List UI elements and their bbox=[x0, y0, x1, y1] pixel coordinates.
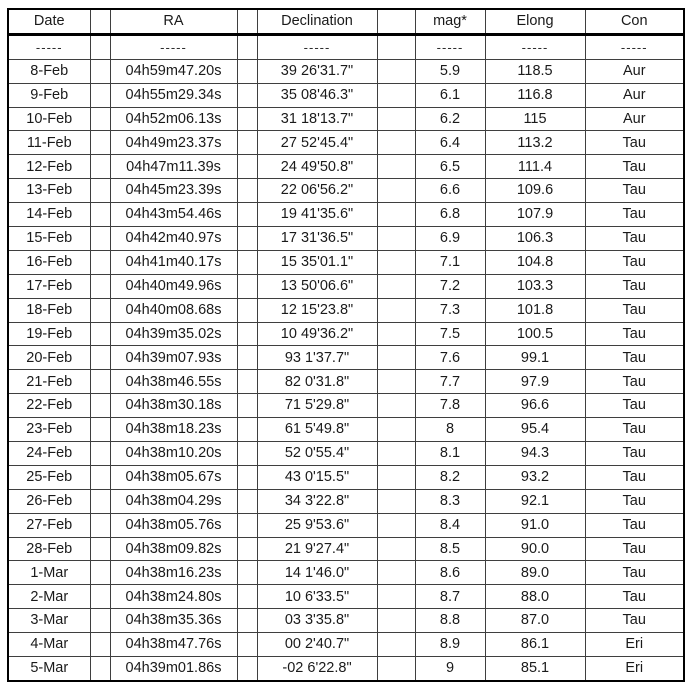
spacer-cell bbox=[237, 489, 257, 513]
column-header-ra: RA bbox=[110, 9, 237, 34]
cell-dec: 31 18'13.7" bbox=[257, 107, 377, 131]
table-row bbox=[8, 107, 684, 131]
cell-date: 5-Mar bbox=[8, 657, 90, 681]
cell-date: 26-Feb bbox=[8, 489, 90, 513]
cell-con: Aur bbox=[585, 83, 684, 107]
spacer-cell bbox=[90, 633, 110, 657]
cell-elong: 109.6 bbox=[485, 179, 585, 203]
cell-date: 28-Feb bbox=[8, 537, 90, 561]
cell-ra: 04h38m09.82s bbox=[110, 537, 237, 561]
cell-dec: 14 1'46.0" bbox=[257, 561, 377, 585]
spacer-cell bbox=[237, 322, 257, 346]
cell-date: 3-Mar bbox=[8, 609, 90, 633]
cell-con: Tau bbox=[585, 322, 684, 346]
spacer-cell bbox=[90, 59, 110, 83]
spacer-cell bbox=[377, 370, 415, 394]
table-row bbox=[8, 203, 684, 227]
spacer-cell bbox=[377, 537, 415, 561]
spacer-cell bbox=[377, 585, 415, 609]
spacer-cell bbox=[90, 274, 110, 298]
cell-ra: 04h47m11.39s bbox=[110, 155, 237, 179]
cell-date: 16-Feb bbox=[8, 250, 90, 274]
cell-dec: 17 31'36.5" bbox=[257, 227, 377, 251]
cell-dec: 24 49'50.8" bbox=[257, 155, 377, 179]
cell-elong: 115 bbox=[485, 107, 585, 131]
cell-dec: 03 3'35.8" bbox=[257, 609, 377, 633]
ephemeris-table bbox=[7, 8, 685, 682]
spacer-cell bbox=[377, 179, 415, 203]
spacer-cell bbox=[90, 203, 110, 227]
cell-date: 19-Feb bbox=[8, 322, 90, 346]
cell-con: Tau bbox=[585, 609, 684, 633]
spacer-cell bbox=[237, 107, 257, 131]
cell-date: 22-Feb bbox=[8, 394, 90, 418]
cell-dec: 82 0'31.8" bbox=[257, 370, 377, 394]
cell-con: Tau bbox=[585, 250, 684, 274]
separator-cell-con: ----- bbox=[585, 34, 684, 59]
cell-ra: 04h49m23.37s bbox=[110, 131, 237, 155]
cell-elong: 96.6 bbox=[485, 394, 585, 418]
cell-dec: 10 49'36.2" bbox=[257, 322, 377, 346]
cell-dec: 25 9'53.6" bbox=[257, 513, 377, 537]
cell-elong: 85.1 bbox=[485, 657, 585, 681]
separator-cell-elong: ----- bbox=[485, 34, 585, 59]
column-header-elong: Elong bbox=[485, 9, 585, 34]
spacer-cell bbox=[90, 394, 110, 418]
cell-ra: 04h59m47.20s bbox=[110, 59, 237, 83]
cell-con: Tau bbox=[585, 585, 684, 609]
cell-date: 13-Feb bbox=[8, 179, 90, 203]
table-row bbox=[8, 513, 684, 537]
cell-ra: 04h38m35.36s bbox=[110, 609, 237, 633]
spacer-cell bbox=[237, 227, 257, 251]
cell-mag: 6.2 bbox=[415, 107, 485, 131]
spacer-cell bbox=[237, 274, 257, 298]
spacer-cell bbox=[237, 561, 257, 585]
cell-date: 18-Feb bbox=[8, 298, 90, 322]
spacer-cell bbox=[377, 131, 415, 155]
table-body bbox=[8, 59, 684, 681]
spacer-cell bbox=[90, 227, 110, 251]
spacer-cell bbox=[237, 203, 257, 227]
cell-ra: 04h38m46.55s bbox=[110, 370, 237, 394]
spacer-cell bbox=[377, 513, 415, 537]
cell-con: Eri bbox=[585, 657, 684, 681]
spacer-cell bbox=[237, 585, 257, 609]
spacer-cell bbox=[90, 131, 110, 155]
table-row bbox=[8, 465, 684, 489]
cell-elong: 93.2 bbox=[485, 465, 585, 489]
spacer-cell bbox=[90, 418, 110, 442]
spacer-cell bbox=[90, 322, 110, 346]
cell-con: Aur bbox=[585, 59, 684, 83]
cell-dec: 19 41'35.6" bbox=[257, 203, 377, 227]
spacer-cell bbox=[90, 585, 110, 609]
cell-dec: 12 15'23.8" bbox=[257, 298, 377, 322]
table-row bbox=[8, 179, 684, 203]
spacer-cell bbox=[90, 107, 110, 131]
cell-elong: 97.9 bbox=[485, 370, 585, 394]
cell-con: Tau bbox=[585, 418, 684, 442]
spacer-cell bbox=[377, 442, 415, 466]
cell-mag: 7.8 bbox=[415, 394, 485, 418]
separator-cell-ra: ----- bbox=[110, 34, 237, 59]
separator-cell-mag: ----- bbox=[415, 34, 485, 59]
cell-ra: 04h38m16.23s bbox=[110, 561, 237, 585]
spacer-cell bbox=[90, 489, 110, 513]
spacer-cell bbox=[90, 561, 110, 585]
spacer-cell bbox=[237, 83, 257, 107]
cell-mag: 8.4 bbox=[415, 513, 485, 537]
spacer-cell bbox=[377, 203, 415, 227]
spacer-cell bbox=[237, 346, 257, 370]
cell-elong: 106.3 bbox=[485, 227, 585, 251]
spacer-cell bbox=[377, 155, 415, 179]
table-row bbox=[8, 250, 684, 274]
spacer-cell bbox=[377, 465, 415, 489]
spacer-cell bbox=[237, 155, 257, 179]
cell-dec: 71 5'29.8" bbox=[257, 394, 377, 418]
spacer-cell bbox=[90, 465, 110, 489]
cell-date: 20-Feb bbox=[8, 346, 90, 370]
cell-ra: 04h39m01.86s bbox=[110, 657, 237, 681]
spacer-cell bbox=[377, 609, 415, 633]
cell-ra: 04h40m08.68s bbox=[110, 298, 237, 322]
table-row bbox=[8, 370, 684, 394]
spacer-cell bbox=[237, 442, 257, 466]
spacer-cell bbox=[237, 394, 257, 418]
cell-date: 10-Feb bbox=[8, 107, 90, 131]
cell-con: Tau bbox=[585, 370, 684, 394]
spacer-cell bbox=[377, 250, 415, 274]
cell-ra: 04h52m06.13s bbox=[110, 107, 237, 131]
spacer-cell bbox=[377, 418, 415, 442]
spacer-cell bbox=[237, 34, 257, 59]
table-row bbox=[8, 322, 684, 346]
table-row bbox=[8, 418, 684, 442]
cell-date: 9-Feb bbox=[8, 83, 90, 107]
cell-dec: 10 6'33.5" bbox=[257, 585, 377, 609]
cell-mag: 8.8 bbox=[415, 609, 485, 633]
spacer-cell bbox=[90, 34, 110, 59]
cell-elong: 116.8 bbox=[485, 83, 585, 107]
cell-date: 11-Feb bbox=[8, 131, 90, 155]
spacer-cell bbox=[377, 489, 415, 513]
column-header-date: Date bbox=[8, 9, 90, 34]
table-row bbox=[8, 657, 684, 681]
spacer-cell bbox=[377, 657, 415, 681]
cell-mag: 8.7 bbox=[415, 585, 485, 609]
cell-date: 2-Mar bbox=[8, 585, 90, 609]
column-header-dec: Declination bbox=[257, 9, 377, 34]
cell-con: Tau bbox=[585, 394, 684, 418]
cell-ra: 04h38m05.76s bbox=[110, 513, 237, 537]
table-row bbox=[8, 489, 684, 513]
spacer-cell bbox=[377, 561, 415, 585]
cell-ra: 04h41m40.17s bbox=[110, 250, 237, 274]
cell-ra: 04h39m35.02s bbox=[110, 322, 237, 346]
table-row bbox=[8, 394, 684, 418]
table-row bbox=[8, 561, 684, 585]
cell-elong: 104.8 bbox=[485, 250, 585, 274]
cell-date: 12-Feb bbox=[8, 155, 90, 179]
cell-mag: 8.9 bbox=[415, 633, 485, 657]
cell-ra: 04h38m18.23s bbox=[110, 418, 237, 442]
cell-con: Tau bbox=[585, 227, 684, 251]
spacer-cell bbox=[377, 322, 415, 346]
spacer-cell bbox=[377, 394, 415, 418]
cell-ra: 04h43m54.46s bbox=[110, 203, 237, 227]
cell-mag: 6.9 bbox=[415, 227, 485, 251]
spacer-cell bbox=[90, 298, 110, 322]
cell-date: 27-Feb bbox=[8, 513, 90, 537]
cell-ra: 04h45m23.39s bbox=[110, 179, 237, 203]
table-row bbox=[8, 346, 684, 370]
table-row bbox=[8, 131, 684, 155]
cell-mag: 8.1 bbox=[415, 442, 485, 466]
spacer-cell bbox=[90, 609, 110, 633]
column-header-mag: mag* bbox=[415, 9, 485, 34]
cell-ra: 04h38m04.29s bbox=[110, 489, 237, 513]
spacer-cell bbox=[377, 298, 415, 322]
cell-con: Tau bbox=[585, 346, 684, 370]
cell-dec: 13 50'06.6" bbox=[257, 274, 377, 298]
cell-date: 15-Feb bbox=[8, 227, 90, 251]
cell-elong: 113.2 bbox=[485, 131, 585, 155]
cell-mag: 7.6 bbox=[415, 346, 485, 370]
cell-date: 8-Feb bbox=[8, 59, 90, 83]
cell-mag: 7.5 bbox=[415, 322, 485, 346]
cell-dec: 21 9'27.4" bbox=[257, 537, 377, 561]
table-row bbox=[8, 59, 684, 83]
spacer-cell bbox=[377, 633, 415, 657]
cell-mag: 6.1 bbox=[415, 83, 485, 107]
cell-date: 17-Feb bbox=[8, 274, 90, 298]
cell-dec: 43 0'15.5" bbox=[257, 465, 377, 489]
cell-dec: 93 1'37.7" bbox=[257, 346, 377, 370]
spacer-cell bbox=[90, 9, 110, 34]
spacer-cell bbox=[237, 179, 257, 203]
table-row bbox=[8, 633, 684, 657]
cell-con: Eri bbox=[585, 633, 684, 657]
cell-elong: 99.1 bbox=[485, 346, 585, 370]
cell-date: 14-Feb bbox=[8, 203, 90, 227]
cell-con: Tau bbox=[585, 465, 684, 489]
cell-dec: 34 3'22.8" bbox=[257, 489, 377, 513]
cell-date: 21-Feb bbox=[8, 370, 90, 394]
cell-dec: 00 2'40.7" bbox=[257, 633, 377, 657]
cell-dec: 52 0'55.4" bbox=[257, 442, 377, 466]
spacer-cell bbox=[237, 59, 257, 83]
cell-con: Tau bbox=[585, 561, 684, 585]
spacer-cell bbox=[237, 657, 257, 681]
table-row bbox=[8, 155, 684, 179]
cell-mag: 7.3 bbox=[415, 298, 485, 322]
spacer-cell bbox=[237, 9, 257, 34]
cell-con: Tau bbox=[585, 298, 684, 322]
cell-dec: 27 52'45.4" bbox=[257, 131, 377, 155]
separator-cell-date: ----- bbox=[8, 34, 90, 59]
cell-elong: 107.9 bbox=[485, 203, 585, 227]
separator-row bbox=[8, 34, 684, 59]
cell-dec: 22 06'56.2" bbox=[257, 179, 377, 203]
spacer-cell bbox=[90, 442, 110, 466]
column-header-con: Con bbox=[585, 9, 684, 34]
cell-ra: 04h38m10.20s bbox=[110, 442, 237, 466]
separator-cell-dec: ----- bbox=[257, 34, 377, 59]
cell-mag: 5.9 bbox=[415, 59, 485, 83]
spacer-cell bbox=[377, 274, 415, 298]
cell-con: Tau bbox=[585, 442, 684, 466]
cell-elong: 91.0 bbox=[485, 513, 585, 537]
cell-date: 1-Mar bbox=[8, 561, 90, 585]
cell-date: 4-Mar bbox=[8, 633, 90, 657]
cell-con: Tau bbox=[585, 155, 684, 179]
spacer-cell bbox=[90, 179, 110, 203]
cell-ra: 04h38m47.76s bbox=[110, 633, 237, 657]
cell-mag: 8.3 bbox=[415, 489, 485, 513]
spacer-cell bbox=[237, 370, 257, 394]
cell-con: Aur bbox=[585, 107, 684, 131]
cell-con: Tau bbox=[585, 489, 684, 513]
cell-ra: 04h38m05.67s bbox=[110, 465, 237, 489]
cell-mag: 7.1 bbox=[415, 250, 485, 274]
cell-dec: 39 26'31.7" bbox=[257, 59, 377, 83]
table-row bbox=[8, 274, 684, 298]
cell-ra: 04h38m24.80s bbox=[110, 585, 237, 609]
cell-ra: 04h39m07.93s bbox=[110, 346, 237, 370]
spacer-cell bbox=[377, 9, 415, 34]
cell-mag: 6.5 bbox=[415, 155, 485, 179]
spacer-cell bbox=[90, 83, 110, 107]
spacer-cell bbox=[377, 59, 415, 83]
cell-mag: 8 bbox=[415, 418, 485, 442]
cell-date: 24-Feb bbox=[8, 442, 90, 466]
spacer-cell bbox=[237, 609, 257, 633]
spacer-cell bbox=[90, 346, 110, 370]
table-row bbox=[8, 227, 684, 251]
spacer-cell bbox=[377, 346, 415, 370]
table-row bbox=[8, 83, 684, 107]
cell-mag: 8.5 bbox=[415, 537, 485, 561]
cell-elong: 87.0 bbox=[485, 609, 585, 633]
cell-elong: 100.5 bbox=[485, 322, 585, 346]
cell-con: Tau bbox=[585, 179, 684, 203]
header-row bbox=[8, 9, 684, 34]
spacer-cell bbox=[237, 418, 257, 442]
cell-dec: 61 5'49.8" bbox=[257, 418, 377, 442]
cell-elong: 101.8 bbox=[485, 298, 585, 322]
cell-elong: 111.4 bbox=[485, 155, 585, 179]
table-row bbox=[8, 537, 684, 561]
cell-mag: 7.2 bbox=[415, 274, 485, 298]
cell-con: Tau bbox=[585, 203, 684, 227]
cell-mag: 8.2 bbox=[415, 465, 485, 489]
cell-mag: 9 bbox=[415, 657, 485, 681]
table-row bbox=[8, 298, 684, 322]
spacer-cell bbox=[90, 250, 110, 274]
cell-mag: 8.6 bbox=[415, 561, 485, 585]
cell-dec: -02 6'22.8" bbox=[257, 657, 377, 681]
cell-elong: 118.5 bbox=[485, 59, 585, 83]
cell-ra: 04h38m30.18s bbox=[110, 394, 237, 418]
cell-date: 23-Feb bbox=[8, 418, 90, 442]
spacer-cell bbox=[90, 155, 110, 179]
cell-con: Tau bbox=[585, 513, 684, 537]
cell-ra: 04h40m49.96s bbox=[110, 274, 237, 298]
cell-elong: 103.3 bbox=[485, 274, 585, 298]
spacer-cell bbox=[377, 227, 415, 251]
cell-elong: 89.0 bbox=[485, 561, 585, 585]
spacer-cell bbox=[377, 34, 415, 59]
spacer-cell bbox=[90, 513, 110, 537]
spacer-cell bbox=[90, 370, 110, 394]
spacer-cell bbox=[237, 537, 257, 561]
spacer-cell bbox=[237, 131, 257, 155]
table-row bbox=[8, 585, 684, 609]
spacer-cell bbox=[90, 537, 110, 561]
cell-elong: 95.4 bbox=[485, 418, 585, 442]
spacer-cell bbox=[237, 513, 257, 537]
cell-date: 25-Feb bbox=[8, 465, 90, 489]
cell-elong: 92.1 bbox=[485, 489, 585, 513]
cell-mag: 6.8 bbox=[415, 203, 485, 227]
spacer-cell bbox=[237, 298, 257, 322]
cell-con: Tau bbox=[585, 274, 684, 298]
cell-con: Tau bbox=[585, 131, 684, 155]
spacer-cell bbox=[377, 83, 415, 107]
spacer-cell bbox=[237, 465, 257, 489]
spacer-cell bbox=[237, 633, 257, 657]
cell-elong: 86.1 bbox=[485, 633, 585, 657]
spacer-cell bbox=[377, 107, 415, 131]
cell-mag: 7.7 bbox=[415, 370, 485, 394]
cell-ra: 04h42m40.97s bbox=[110, 227, 237, 251]
cell-dec: 35 08'46.3" bbox=[257, 83, 377, 107]
cell-ra: 04h55m29.34s bbox=[110, 83, 237, 107]
cell-elong: 94.3 bbox=[485, 442, 585, 466]
table-row bbox=[8, 609, 684, 633]
table-row bbox=[8, 442, 684, 466]
cell-con: Tau bbox=[585, 537, 684, 561]
cell-mag: 6.6 bbox=[415, 179, 485, 203]
cell-dec: 15 35'01.1" bbox=[257, 250, 377, 274]
cell-elong: 88.0 bbox=[485, 585, 585, 609]
spacer-cell bbox=[237, 250, 257, 274]
cell-mag: 6.4 bbox=[415, 131, 485, 155]
spacer-cell bbox=[90, 657, 110, 681]
cell-elong: 90.0 bbox=[485, 537, 585, 561]
